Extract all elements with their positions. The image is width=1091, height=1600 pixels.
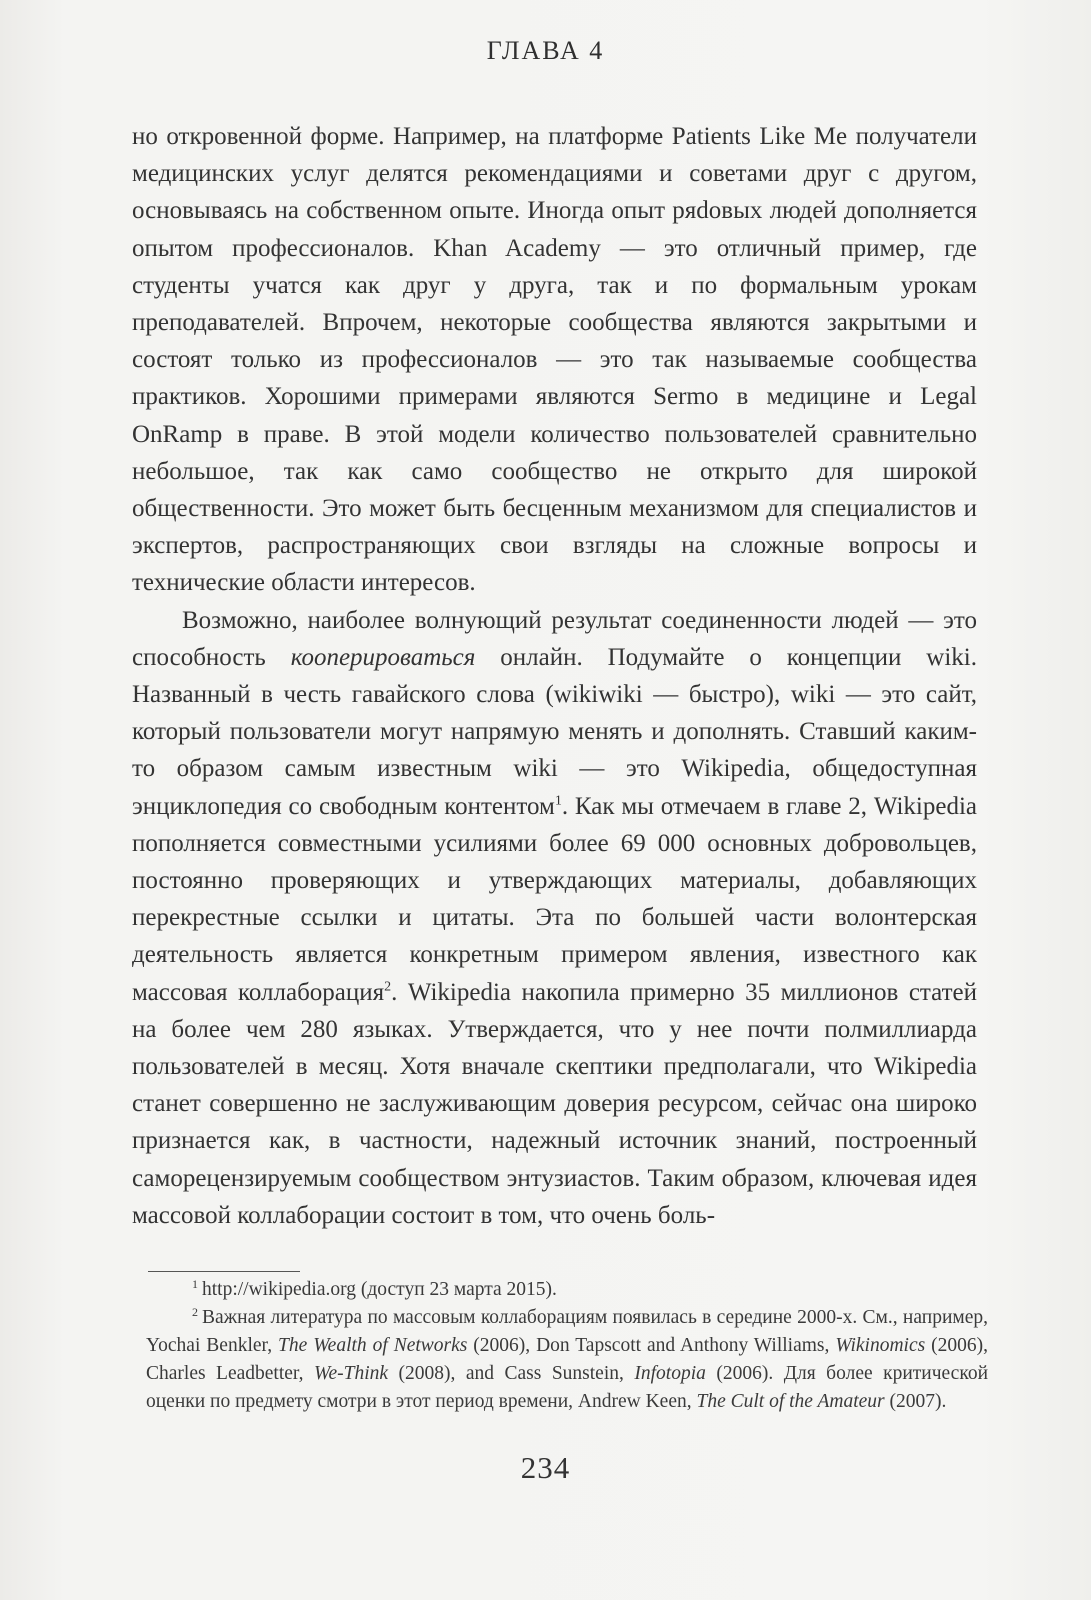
footnote-2-part: (2006), Charles Leadbetter, — [146, 1335, 989, 1384]
footnote-2-part: (2006). Для более критической оценки по предмету смотри в этот период времени, Andrew Keen, — [146, 1363, 988, 1412]
footnote-ref-1: 1 — [554, 793, 562, 809]
paragraph-2-text-start: Возможно, наиболее волнующий результат соединенности людей — это способность — [132, 606, 977, 671]
footnote-2-text — [146, 1304, 989, 1412]
footnote-2-part: (2008), and Cass Sunstein, — [388, 1363, 635, 1384]
body-text — [132, 118, 977, 1234]
footnote-2-part: (2007). — [884, 1391, 947, 1412]
footnote-2-book-title: We-Think — [314, 1363, 389, 1384]
paragraph-1-text: но откровенной форме. Например, на платформе Patients Like Me получатели медицинских услуг делятся рекомендациями и советами друг с другом, основываясь на собственном опыте. Иногда опыт ряdовых людей дополняется опытом профессионалов. Khan Academy — это отличный пример, где студенты учатся как друг у друга, так и по формальным урокам преподавателей. Впрочем, некоторые сообщества являются закрытыми и состоят только из профессионалов — это так называемые сообщества практиков. Хорошими примерами являются Sermo в медицине и Legal OnRamp в праве. В этой модели количество пользователей сравнительно небольшое, так как само сообщество не открыто для широкой общественности. Это может быть бесценным механизмом для специалистов и экспертов, распространяющих свои взгляды на сложные вопросы и технические области интересов. — [132, 123, 977, 597]
footnote-1 — [146, 1276, 988, 1304]
footnote-2-book-title: The Cult of the Amateur — [696, 1391, 885, 1412]
footnote-2-book-title: Infotopia — [634, 1363, 706, 1384]
paragraph-2-text-cont: онлайн. Подумайте о концепции wiki. Названный в честь гавайского слова (wikiwiki — быстро), wiki — это сайт, который пользователи могут напрямую менять и дополнять. Ставший каким-то образом самым известным wiki — это Wikipedia, общедоступная энциклопедия со свободным контентом — [132, 643, 977, 820]
footnote-ref-2: 2 — [384, 979, 392, 995]
paragraph-1 — [132, 118, 977, 602]
footnote-2-mark: 2 — [192, 1304, 198, 1319]
footnotes — [146, 1276, 988, 1416]
footnote-2-book-title: The Wealth of Networks — [278, 1335, 468, 1356]
running-head: ГЛАВА 4 — [486, 36, 605, 65]
footnote-2 — [146, 1304, 988, 1416]
footnote-1-mark: 1 — [192, 1276, 198, 1291]
paragraph-2 — [132, 602, 977, 1234]
page-number: 234 — [520, 1450, 571, 1485]
footnote-2-book-title: Wikinomics — [835, 1335, 926, 1356]
paragraph-2-text-end: . Wikipedia накопила примерно 35 миллионов статей на более чем 280 языках. Утверждается, что у нее почти полмиллиарда пользователей в месяц. Хотя вначале скептики предполагали, что Wikipedia станет совершенно не заслуживающим доверия ресурсом, сейчас она широко признается как, в частности, надежный источник знаний, построенный саморецензируемым сообществом энтузиастов. Таким образом, ключевая идея массовой коллаборации состоит в том, что очень боль- — [132, 978, 977, 1229]
paragraph-2-text-middle: . Как мы отмечаем в главе 2, Wikipedia пополняется совместными усилиями более 69 000 основных добровольцев, постоянно проверяющих и утверждающих материалы, добавляющих перекрестные ссылки и цитаты. Эта по большей части волонтерская деятельность является конкретным примером явления, известного как массовая коллаборация — [132, 792, 978, 1006]
footnote-1-text: http://wikipedia.org (доступ 23 марта 2015). — [202, 1279, 557, 1300]
paragraph-2-italic-term: кооперироваться — [290, 643, 476, 671]
footnote-2-part: (2006), Don Tapscott and Anthony Williams, — [467, 1335, 836, 1356]
footnote-divider — [148, 1271, 300, 1272]
footnote-2-part: Важная литература по массовым коллаборациям появилась в середине 2000-х. См., например, Yochai Benkler, — [146, 1307, 988, 1356]
